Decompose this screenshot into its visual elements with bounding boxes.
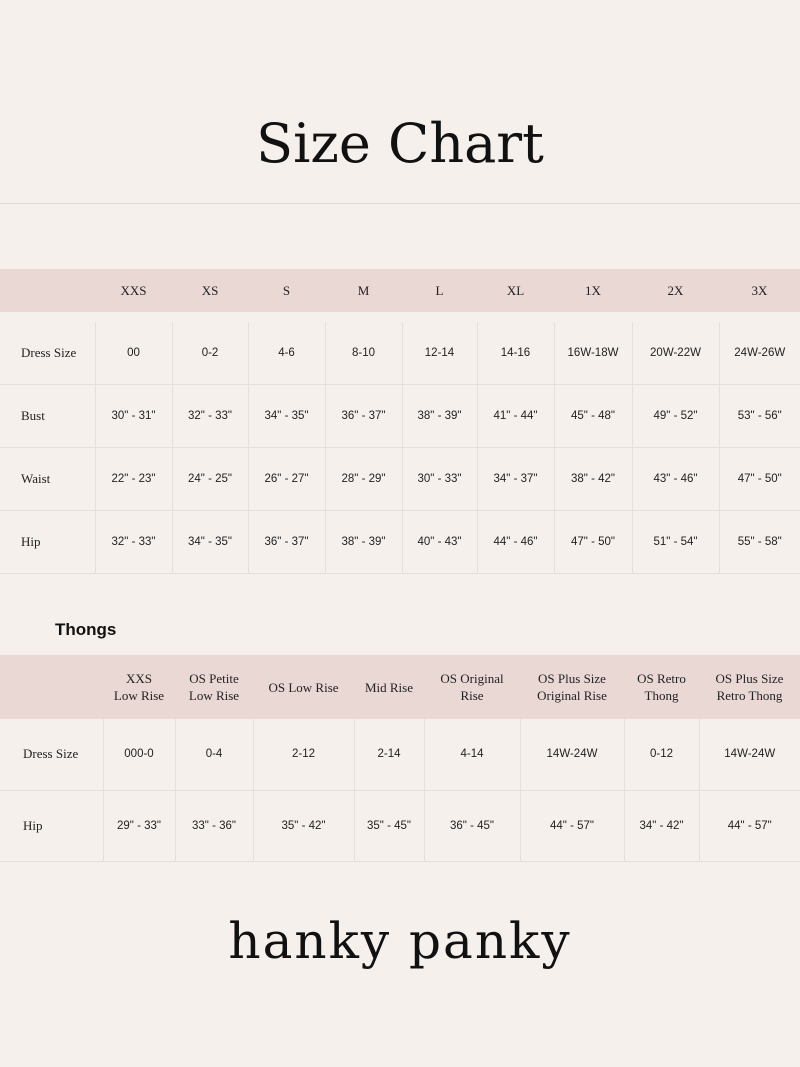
table-cell: 00 <box>95 317 172 384</box>
header-line: OS Petite <box>189 671 239 686</box>
table-cell: 0-2 <box>172 317 248 384</box>
thongs-header-cell <box>103 655 175 719</box>
page-title: Size Chart <box>256 112 544 175</box>
table-cell: 8-10 <box>325 317 402 384</box>
table-cell: 51" - 54" <box>632 510 719 573</box>
table-cell: 33" - 36" <box>175 790 253 861</box>
table-row <box>0 719 800 790</box>
table-cell: 34" - 35" <box>172 510 248 573</box>
table-cell: 34" - 35" <box>248 384 325 447</box>
brand-logo: hanky panky <box>228 912 572 970</box>
table-cell: 53" - 56" <box>719 384 800 447</box>
thongs-header-cell <box>253 655 354 719</box>
size-header-cell: 1X <box>554 269 632 317</box>
header-line: OS Plus Size <box>715 671 784 686</box>
table-row <box>0 317 800 384</box>
table-cell: 4-14 <box>424 719 520 790</box>
table-cell: 2-12 <box>253 719 354 790</box>
table-cell: 38" - 39" <box>325 510 402 573</box>
table-cell: 55" - 58" <box>719 510 800 573</box>
table-cell: 30" - 33" <box>402 447 477 510</box>
thongs-header-cell <box>520 655 624 719</box>
table-cell: 40" - 43" <box>402 510 477 573</box>
thongs-header-cell <box>175 655 253 719</box>
table-cell: 12-14 <box>402 317 477 384</box>
size-header-cell: 2X <box>632 269 719 317</box>
table-cell: 35" - 45" <box>354 790 424 861</box>
table-cell: 2-14 <box>354 719 424 790</box>
row-label: Hip <box>0 790 103 861</box>
table-cell: 20W-22W <box>632 317 719 384</box>
table-row <box>0 384 800 447</box>
table-cell: 45" - 48" <box>554 384 632 447</box>
thongs-header-cell <box>354 655 424 719</box>
table-cell: 14W-24W <box>699 719 800 790</box>
table-cell: 38" - 39" <box>402 384 477 447</box>
table-cell: 22" - 23" <box>95 447 172 510</box>
table-cell: 36" - 37" <box>325 384 402 447</box>
size-chart-table <box>0 269 800 574</box>
table-cell: 32" - 33" <box>95 510 172 573</box>
table-cell: 34" - 37" <box>477 447 554 510</box>
header-line: OS Retro <box>637 671 686 686</box>
row-label: Bust <box>0 384 95 447</box>
table-cell: 0-12 <box>624 719 699 790</box>
table-cell: 4-6 <box>248 317 325 384</box>
table-row <box>0 790 800 861</box>
size-header-cell: S <box>248 269 325 317</box>
thongs-header-row <box>0 655 800 719</box>
table-cell: 29" - 33" <box>103 790 175 861</box>
header-line: Mid Rise <box>364 679 414 695</box>
size-header-cell: XXS <box>95 269 172 317</box>
table-cell: 30" - 31" <box>95 384 172 447</box>
table-cell: 24" - 25" <box>172 447 248 510</box>
size-header-cell: M <box>325 269 402 317</box>
row-label: Dress Size <box>0 317 95 384</box>
thongs-header-cell <box>699 655 800 719</box>
header-line: XXS <box>125 671 152 686</box>
table-cell: 38" - 42" <box>554 447 632 510</box>
thongs-size-table <box>0 655 800 862</box>
table-cell: 34" - 42" <box>624 790 699 861</box>
table-cell: 44" - 46" <box>477 510 554 573</box>
table-cell: 000-0 <box>103 719 175 790</box>
table-cell: 44" - 57" <box>699 790 800 861</box>
table-cell: 35" - 42" <box>253 790 354 861</box>
header-line: OS Original <box>440 671 504 686</box>
size-header-cell: XL <box>477 269 554 317</box>
table-cell: 0-4 <box>175 719 253 790</box>
size-header-row <box>0 269 800 317</box>
thongs-header-cell <box>624 655 699 719</box>
thongs-header-cell <box>424 655 520 719</box>
table-cell: 16W-18W <box>554 317 632 384</box>
table-cell: 28" - 29" <box>325 447 402 510</box>
header-line: Original Rise <box>537 688 607 703</box>
size-header-cell <box>0 269 95 317</box>
thongs-header-cell <box>0 655 103 719</box>
table-cell: 14-16 <box>477 317 554 384</box>
row-label: Waist <box>0 447 95 510</box>
table-cell: 41" - 44" <box>477 384 554 447</box>
table-cell: 26" - 27" <box>248 447 325 510</box>
size-header-cell: L <box>402 269 477 317</box>
row-label: Dress Size <box>0 719 103 790</box>
size-header-cell: XS <box>172 269 248 317</box>
header-line: Low Rise <box>113 688 165 703</box>
header-line: OS Plus Size <box>538 671 606 686</box>
table-cell: 24W-26W <box>719 317 800 384</box>
table-row <box>0 447 800 510</box>
size-header-cell: 3X <box>719 269 800 317</box>
row-label: Hip <box>0 510 95 573</box>
table-cell: 44" - 57" <box>520 790 624 861</box>
header-line: Retro Thong <box>716 688 783 703</box>
title-divider <box>0 203 800 204</box>
thongs-section-title: Thongs <box>55 620 117 639</box>
header-line: Thong <box>644 688 679 703</box>
table-cell: 36" - 45" <box>424 790 520 861</box>
header-line: Low Rise <box>188 688 240 703</box>
table-cell: 47" - 50" <box>719 447 800 510</box>
table-row <box>0 510 800 573</box>
table-cell: 14W-24W <box>520 719 624 790</box>
header-line: Rise <box>460 688 484 703</box>
table-cell: 32" - 33" <box>172 384 248 447</box>
table-cell: 43" - 46" <box>632 447 719 510</box>
table-cell: 49" - 52" <box>632 384 719 447</box>
table-cell: 36" - 37" <box>248 510 325 573</box>
header-line: OS Low Rise <box>268 679 339 695</box>
table-cell: 47" - 50" <box>554 510 632 573</box>
